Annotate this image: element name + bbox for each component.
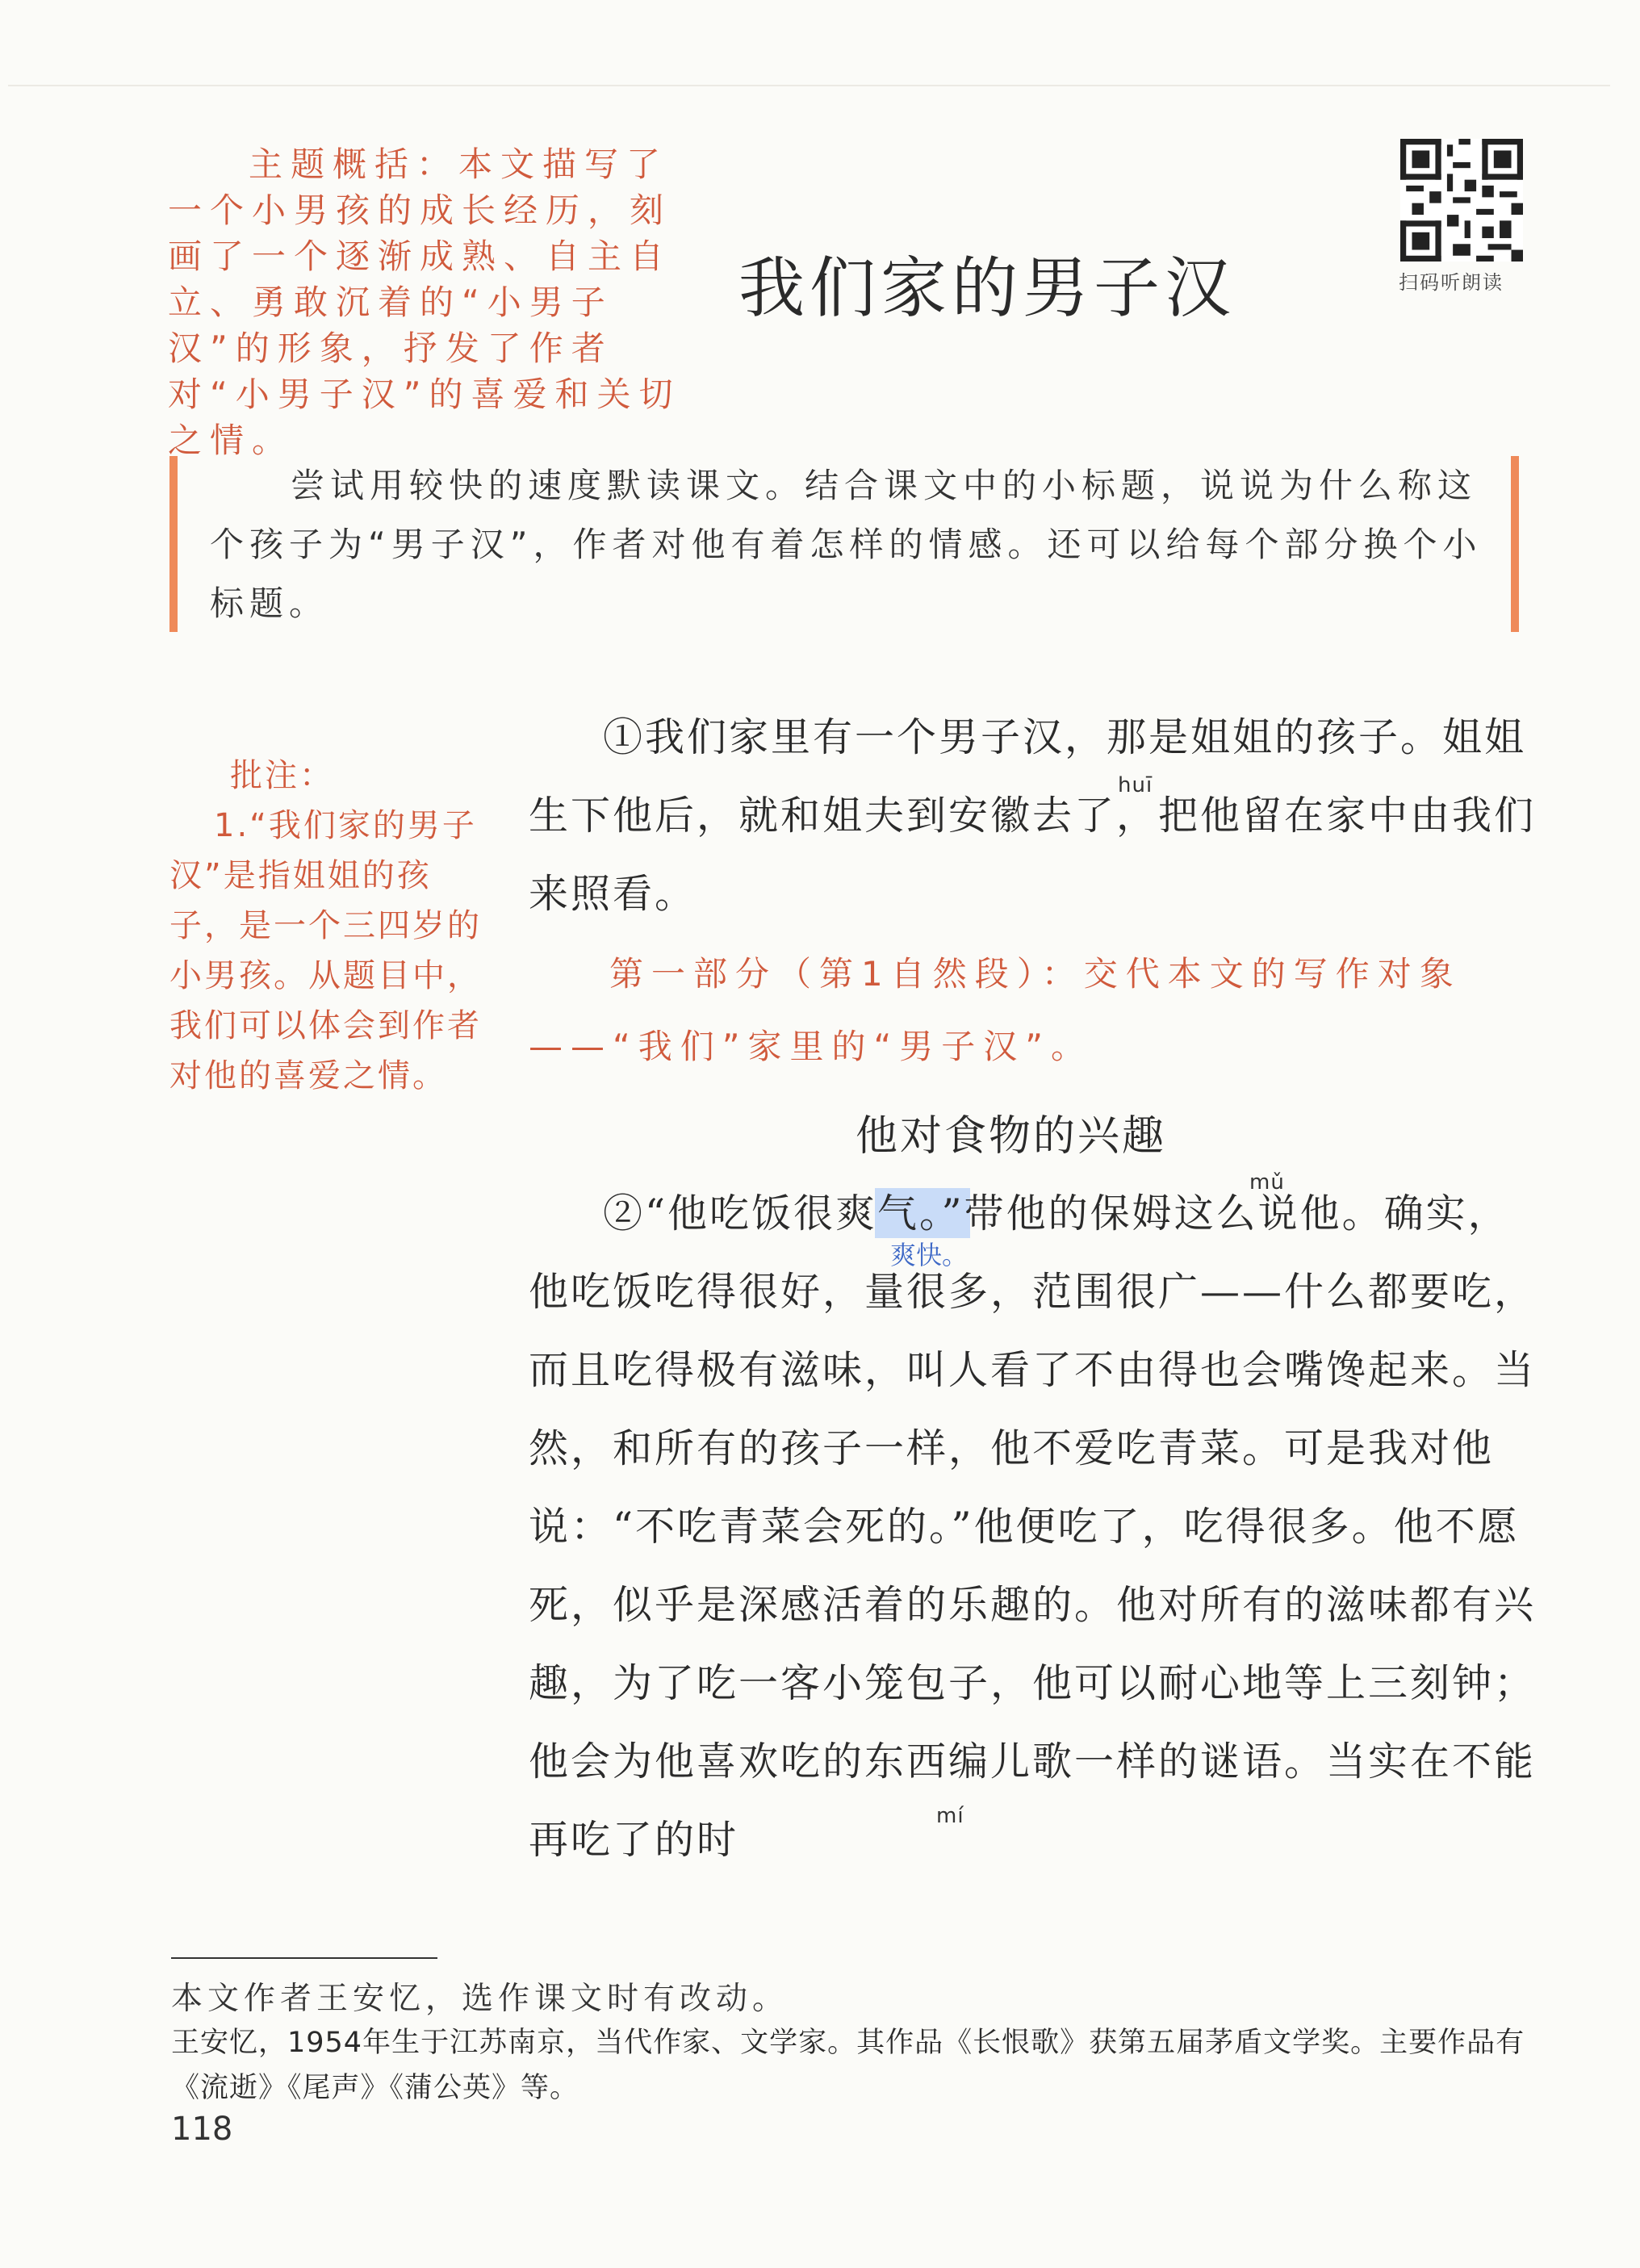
- page-number: 118: [171, 2111, 233, 2148]
- paragraph-2: ②“他吃饭很爽气。”带他的保姆这么说他。确实，他吃饭吃得很好，量很多，范围很广——什么都要吃，而且吃得极有滋味，叫人看了不由得也会嘴馋起来。当然，和所有的孩子一样，他不爱吃青菜。可是我对他说：“不吃青菜会死的。”他便吃了，吃得很多。他不愿死，似乎是深感活着的乐趣的。他对所有的滋味都有兴趣，为了吃一客小笼包子，他可以耐心地等上三刻钟；他会为他喜欢吃的东西编儿歌一样的谜语。当实在不能再吃了的时: [529, 1190, 1537, 1863]
- annotation-text: 1.“我们家的男子汉”是指姐姐的孩子，是一个三四岁的小男孩。从题目中，我们可以体会到作者对他的喜爱之情。: [169, 807, 482, 1094]
- qr-caption: 扫码听朗读: [1399, 271, 1504, 294]
- handwritten-note: 爽快。: [890, 1240, 969, 1270]
- footnote-divider: [171, 1957, 437, 1959]
- page-edge: [8, 85, 1610, 86]
- section-subheading: 他对食物的兴趣: [856, 1112, 1167, 1161]
- theme-summary-note: 主题概括：本文描写了一个小男孩的成长经历，刻画了一个逐渐成熟、自主自立、勇敢沉着的“小男子汉”的形象，抒发了作者对“小男子汉”的喜爱和关切之情。: [168, 144, 681, 460]
- footnote-source: 本文作者王安忆，选作课文时有改动。: [171, 1981, 789, 2017]
- reading-tip-text: 尝试用较快的速度默读课文。结合课文中的小标题，说说为什么称这个孩子为“男子汉”，作者对他有着怎样的情感。还可以给每个部分换个小标题。: [210, 466, 1483, 623]
- pinyin-hui: huī: [1118, 773, 1153, 797]
- qr-code-icon[interactable]: [1400, 139, 1523, 262]
- footnote-author-bio: 王安忆，1954年生于江苏南京，当代作家、文学家。其作品《长恨歌》获第五届茅盾文学奖。主要作品有《流逝》《尾声》《蒲公英》等。: [171, 2027, 1525, 2104]
- lesson-title: 我们家的男子汉: [738, 250, 1236, 327]
- section-summary-note: 第一部分（第1自然段）：交代本文的写作对象——“我们”家里的“男子汉”。: [529, 954, 1462, 1066]
- pinyin-mi: mí: [936, 1804, 964, 1828]
- reading-tip-box: [169, 456, 1519, 632]
- annotation-title: 批注：: [230, 757, 334, 794]
- paragraph-1: ①我们家里有一个男子汉，那是姐姐的孩子。姐姐生下他后，就和姐夫到安徽去了，把他留在家中由我们来照看。: [529, 714, 1537, 917]
- margin-annotation: [169, 751, 500, 1101]
- pinyin-mu: mǔ: [1249, 1170, 1285, 1195]
